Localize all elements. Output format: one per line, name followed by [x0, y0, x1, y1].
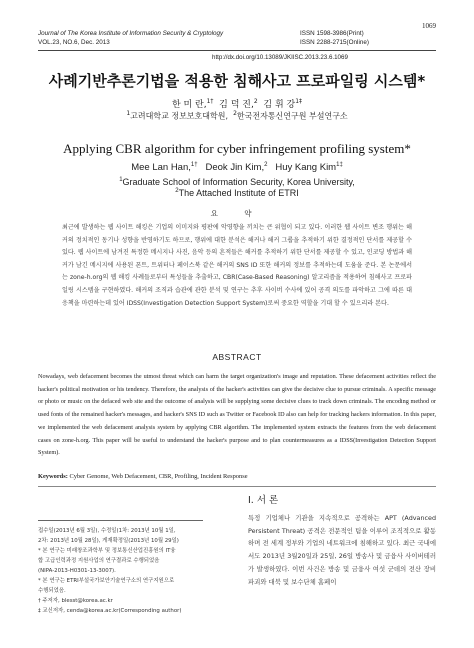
affiliation-text: 고려대학교 정보보호대학원, [130, 111, 228, 121]
abstract-english-body: Nowadays, web defacement becomes the utmost threat which can harm the target organization's image and reputation. These defacement activities reflect the hacker's political motivation or his tendency. Therefore, the analysis of the hacker's activities can give the decisive clue to pursue criminals. A specific message or photo or music on the defaced web site and the outcome of analysis will be supplying some decisive clues to track down criminals. The encoding method or used fonts of the remained hacker's messages, and hacker's SNS ID such as Twitter or Facebook ID also can help for tracking hackers information. In this paper, we implemented the web defacement analysis system by applying CBR algorithm. The implemented system extracts the features from the web defacement cases on zone-h.org. This paper will be useful to understand the hacker's purpose and to plan countermeasures as a IDSS(Investigation Detection Support System). [38, 373, 436, 457]
affiliation-mark: 1 [119, 177, 123, 183]
affiliation-mark: 1 [126, 110, 131, 117]
footnote-line: (NIPA-2013-H0301-13-3007). [38, 568, 116, 574]
header-divider [38, 50, 436, 51]
footnotes [38, 526, 228, 616]
affiliation-mark: 2 [175, 188, 179, 194]
affiliation-text: The Attached Institute of ETRI [178, 188, 299, 198]
page-number: 1069 [422, 22, 436, 30]
affiliation-text: Graduate School of Information Security, Korea University, [122, 177, 355, 187]
keywords-divider [38, 486, 436, 487]
footnote-divider [38, 520, 203, 521]
affiliation-mark: 2 [233, 110, 237, 117]
affiliation-english-1 [0, 177, 474, 187]
author-mark: 2 [264, 162, 268, 168]
author-mark: 1‡ [295, 98, 303, 105]
author-name: Huy Kang Kim [275, 162, 337, 174]
author-name: Mee Lan Han, [131, 162, 191, 174]
author-mark: 1‡ [336, 162, 343, 168]
section-heading-introduction: I. 서 론 [248, 495, 279, 506]
authors-english [0, 162, 474, 173]
journal-name: Journal of The Korea Institute of Information Security & Cryptology [38, 30, 224, 37]
author-mark: 1† [206, 98, 214, 105]
footnote-line: * 본 연구는 ETRI부설국가보안기술연구소의 연구지원으로 [38, 578, 175, 584]
keywords-line [38, 473, 436, 480]
affiliation-english-2 [0, 188, 474, 198]
affiliation-text: 한국전자통신연구원 부설연구소 [236, 111, 348, 121]
authors-korean [0, 97, 474, 110]
abstract-korean-heading: 요 약 [210, 209, 264, 218]
introduction-body: 특정 기업체나 기관을 지속적으로 공격하는 APT (Advanced Persistent Threat) 공격은 전문적인 팀을 이루어 조직적으로 활동하며 전 세계 정부와 기업의 네트워크에 침해하고 있다. 최근 국내에서도 2013년 3월20일과 25일, 26일 방송사 및 금융사 사이버테러가 발생하였다. 이번 사건은 방송 및 금융사 여섯 군데의 전산 장비 파괴와 대북 및 보수단체 홈페이 [248, 514, 436, 586]
volume-issue: VOL.23, NO.6, Dec. 2013 [38, 39, 110, 46]
paper-title-english: Applying CBR algorithm for cyber infringement profiling system* [63, 141, 411, 156]
keywords-text: Cyber Genome, Web Defacement, CBR, Profiling, Incident Response [69, 473, 248, 480]
footnote-line: ‡ 교신저자, cenda@korea.ac.kr(Corresponding author) [38, 608, 182, 614]
author-name: Deok Jin Kim, [205, 162, 265, 174]
footnote-line: 접수일(2013년 6월 3일), 수정일(1차: 2013년 10월 1일, [38, 528, 176, 534]
issn-print: ISSN 1598-3986(Print) [300, 30, 364, 37]
author-name: 한 미 란, [171, 100, 207, 110]
author-mark: 2 [253, 98, 258, 105]
footnote-line: 2차: 2013년 10월 28일), 게재확정일(2013년 10월 29일) [38, 538, 179, 544]
paper-title-korean: 사례기반추론기법을 적용한 침해사고 프로파일링 시스템* [48, 72, 426, 90]
author-name: 김 휘 강 [263, 100, 296, 110]
footnote-line: † 주저자, blesst@korea.ac.kr [38, 598, 113, 604]
footnote-line: 합 고급인력과정 지원사업의 연구결과로 수행되었음 [38, 558, 160, 564]
author-mark: 1† [190, 162, 198, 168]
abstract-english-heading: ABSTRACT [212, 352, 262, 362]
affiliations-korean [0, 110, 474, 122]
doi-link[interactable]: http://dx.doi.org/10.13089/JKIISC.2013.23.6.1069 [212, 54, 348, 61]
keywords-label: Keywords: [38, 473, 68, 480]
issn-online: ISSN 2288-2715(Online) [300, 39, 369, 46]
author-name: 김 덕 진, [219, 100, 254, 110]
abstract-korean-body: 최근에 발생하는 웹 사이트 해킹은 기업의 이미지와 평판에 악영향을 끼치는 큰 위협이 되고 있다. 이러한 웹 사이트 변조 행위는 해커의 정치적인 동기나 성향을 반영하기도 하므로, 행위에 대한 분석은 해커나 해커 그룹을 추적하기 위한 결정적인 단서를 제공할 수 있다. 웹 사이트에 남겨진 특정한 메시지나 사진, 음악 등의 흔적들은 해커를 추적하기 위한 단서를 제공할 수 있고, 인코딩 방법과 해커가 남긴 메시지에 사용된 폰트, 트위터나 페이스북 같은 해커의 SNS ID 또한 해커의 정보를 추적하는데 도움을 준다. 본 논문에서는 zone-h.org의 웹 해킹 사례들로부터 특성들을 추출하고, CBR(Case-Based Reasoning) 알고리즘을 적용하여 침해사고 프로파일링 시스템을 구현하였다. 해커의 조직과 습관에 관한 분석 및 연구는 추후 사이버 수사에 있어 공격 의도를 파악하고 그에 따른 대응책을 마련하는데 있어 IDSS(Investigation Detection Support System)로써 중요한 역할을 기대 할 수 있으리라 본다. [62, 224, 412, 307]
footnote-line: * 본 연구는 미래창조과학부 및 정보통신산업진흥원의 IT융 [38, 548, 176, 554]
footnote-line: 수행되었음. [38, 588, 66, 594]
